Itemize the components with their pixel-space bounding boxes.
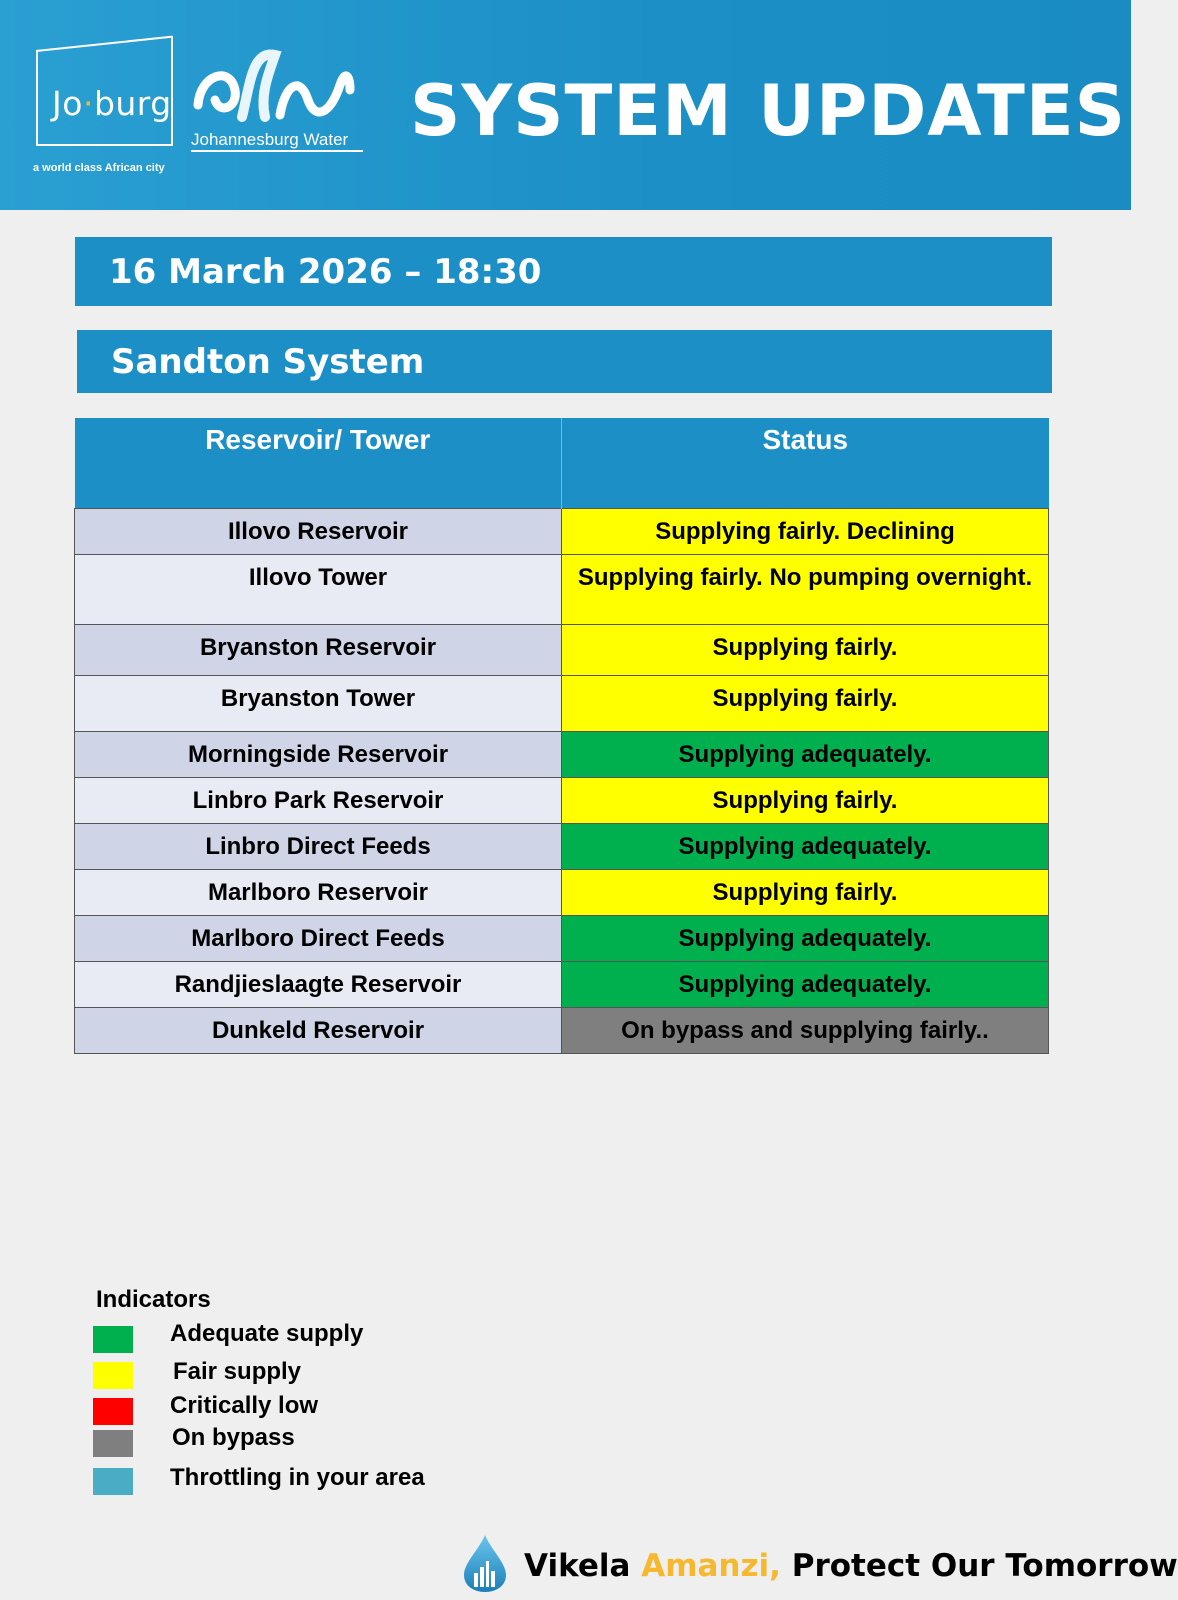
table-row [75,777,1049,823]
legend-swatch [93,1362,133,1389]
column-header-status: Status [562,418,1049,508]
legend-label: Adequate supply [170,1320,364,1347]
table-row [75,675,1049,731]
table-row [75,508,1049,554]
joburg-logo [36,50,171,146]
system-name-banner: Sandton System [77,330,1052,393]
reservoir-name-cell: Dunkeld Reservoir [75,1007,562,1053]
reservoir-name-cell: Illovo Reservoir [75,508,562,554]
table-row [75,823,1049,869]
reservoir-name-cell: Linbro Park Reservoir [75,777,562,823]
footer-slogan: Vikela Amanzi, Protect Our Tomorrow [524,1548,1178,1584]
reservoir-name-cell: Morningside Reservoir [75,731,562,777]
date-time-banner: 16 March 2026 – 18:30 [75,237,1052,306]
legend-swatch [93,1430,133,1457]
table-row [75,624,1049,675]
status-cell: Supplying fairly. [562,624,1049,675]
status-cell: Supplying adequately. [562,961,1049,1007]
status-cell: Supplying fairly. [562,675,1049,731]
reservoir-name-cell: Bryanston Tower [75,675,562,731]
legend-swatch [93,1398,133,1425]
status-cell: Supplying adequately. [562,823,1049,869]
status-cell: Supplying adequately. [562,915,1049,961]
status-cell: On bypass and supplying fairly.. [562,1007,1049,1053]
reservoir-name-cell: Bryanston Reservoir [75,624,562,675]
joburg-tagline: a world class African city [33,162,165,174]
table-row [75,731,1049,777]
johannesburg-water-name: Johannesburg Water [191,130,349,149]
legend-label: Fair supply [173,1358,302,1385]
joburg-logo-text: Jo·burg [52,84,172,123]
table-row [75,915,1049,961]
status-cell: Supplying fairly. [562,777,1049,823]
table-row [75,1007,1049,1053]
reservoir-name-cell: Illovo Tower [75,554,562,624]
legend-label: Critically low [170,1392,319,1419]
org-name-underline [191,150,363,152]
reservoir-name-cell: Marlboro Reservoir [75,869,562,915]
legend-swatch [93,1326,133,1353]
status-cell: Supplying fairly. Declining [562,508,1049,554]
legend-title: Indicators [96,1286,211,1313]
header-banner [0,0,1131,210]
page-title: SYSTEM UPDATES [410,70,1127,152]
table-row [75,961,1049,1007]
table-row [75,869,1049,915]
legend-swatch [93,1468,133,1495]
status-cell: Supplying adequately. [562,731,1049,777]
legend-label: On bypass [172,1424,295,1451]
water-drop-city-icon [462,1533,508,1593]
status-cell: Supplying fairly. [562,869,1049,915]
column-header-reservoir: Reservoir/ Tower [75,418,562,508]
table-row [75,554,1049,624]
reservoir-name-cell: Marlboro Direct Feeds [75,915,562,961]
reservoir-name-cell: Randjieslaagte Reservoir [75,961,562,1007]
legend-label: Throttling in your area [170,1464,425,1491]
status-cell: Supplying fairly. No pumping overnight. [562,554,1049,624]
reservoir-name-cell: Linbro Direct Feeds [75,823,562,869]
table-header-row [75,418,1049,508]
reservoir-status-table [74,418,1049,1054]
